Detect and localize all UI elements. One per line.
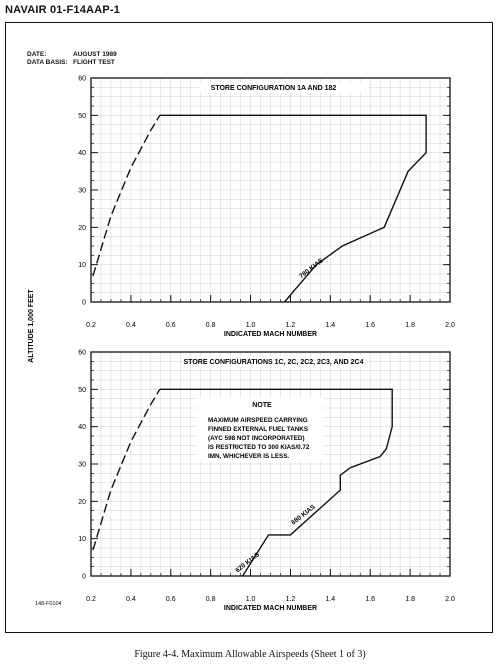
chart-panel-1 — [91, 78, 450, 302]
y-tick-label: 10 — [78, 536, 86, 544]
y-tick-label: 30 — [78, 187, 86, 195]
x-tick-label: 0.6 — [165, 322, 176, 329]
x-tick-label: 1.6 — [365, 596, 376, 603]
x-tick-label: 1.8 — [405, 322, 415, 329]
x-tick-label: 2.0 — [445, 322, 455, 329]
x-tick-label: 1.4 — [325, 596, 336, 603]
curve-annotation: 780 KIAS — [298, 257, 325, 281]
x-tick-label: 1.2 — [285, 596, 296, 603]
y-tick-label: 0 — [82, 573, 86, 581]
x-tick-label: 1.0 — [245, 322, 256, 329]
note-title: NOTE — [252, 402, 272, 409]
x-tick-label: 1.0 — [245, 596, 256, 603]
chart-title: STORE CONFIGURATIONS 1C, 2C, 2C2, 2C3, AND 2C4 — [183, 359, 364, 366]
x-tick-label: 0.8 — [205, 322, 216, 329]
x-axis-label: INDICATED MACH NUMBER — [223, 605, 318, 612]
note-line: FINNED EXTERNAL FUEL TANKS — [208, 426, 309, 433]
x-tick-label: 1.2 — [285, 322, 296, 329]
chart-title: STORE CONFIGURATION 1A AND 182 — [210, 85, 337, 92]
y-tick-label: 40 — [78, 424, 86, 432]
date-value: AUGUST 1989 — [73, 51, 117, 58]
note-line: IS RESTRICTED TO 300 KIAS/0.72 — [208, 444, 310, 451]
note-line: (AYC 598 NOT INCORPORATED) — [208, 435, 305, 442]
x-tick-label: 0.8 — [205, 596, 216, 603]
y-tick-label: 20 — [78, 498, 86, 506]
data-basis-value: FLIGHT TEST — [73, 59, 115, 66]
date-label: DATE: — [27, 51, 47, 58]
x-tick-label: 1.6 — [365, 322, 376, 329]
x-tick-label: 1.4 — [325, 322, 336, 329]
data-basis-label: DATA BASIS: — [27, 59, 68, 66]
y-tick-label: 40 — [78, 150, 86, 158]
y-tick-label: 10 — [78, 262, 86, 270]
y-tick-label: 50 — [78, 386, 86, 394]
note-line: IMN, WHICHEVER IS LESS. — [208, 453, 290, 460]
x-tick-label: 0.6 — [165, 596, 176, 603]
curve-annotation: 620 KIAS — [234, 551, 261, 575]
x-tick-label: 0.2 — [86, 322, 96, 329]
x-tick-label: 1.8 — [405, 596, 415, 603]
y-tick-label: 60 — [78, 75, 86, 83]
limit-curve-dashed — [93, 389, 160, 550]
x-tick-label: 0.4 — [126, 322, 136, 329]
y-tick-label: 0 — [82, 299, 86, 307]
y-tick-label: 20 — [78, 224, 86, 232]
shared-y-axis-label: ALTITUDE 1,000 FEET — [28, 289, 35, 363]
chart-panel-2 — [91, 352, 450, 576]
x-tick-label: 2.0 — [445, 596, 455, 603]
figure-caption: Figure 4-4. Maximum Allowable Airspeeds (Sheet 1 of 3) — [134, 649, 366, 660]
curve-annotation: 680 KIAS — [290, 503, 317, 527]
y-tick-label: 30 — [78, 461, 86, 469]
note-line: MAXIMUM AIRSPEED CARRYING — [208, 417, 308, 424]
x-axis-label: INDICATED MACH NUMBER — [223, 331, 318, 338]
figure-id: 148-F0104 — [35, 601, 62, 607]
limit-curve-dashed — [93, 115, 160, 276]
y-tick-label: 60 — [78, 349, 86, 357]
document-header: NAVAIR 01-F14AAP-1 — [5, 4, 121, 16]
y-tick-label: 50 — [78, 112, 86, 120]
x-tick-label: 0.4 — [126, 596, 136, 603]
x-tick-label: 0.2 — [86, 596, 96, 603]
